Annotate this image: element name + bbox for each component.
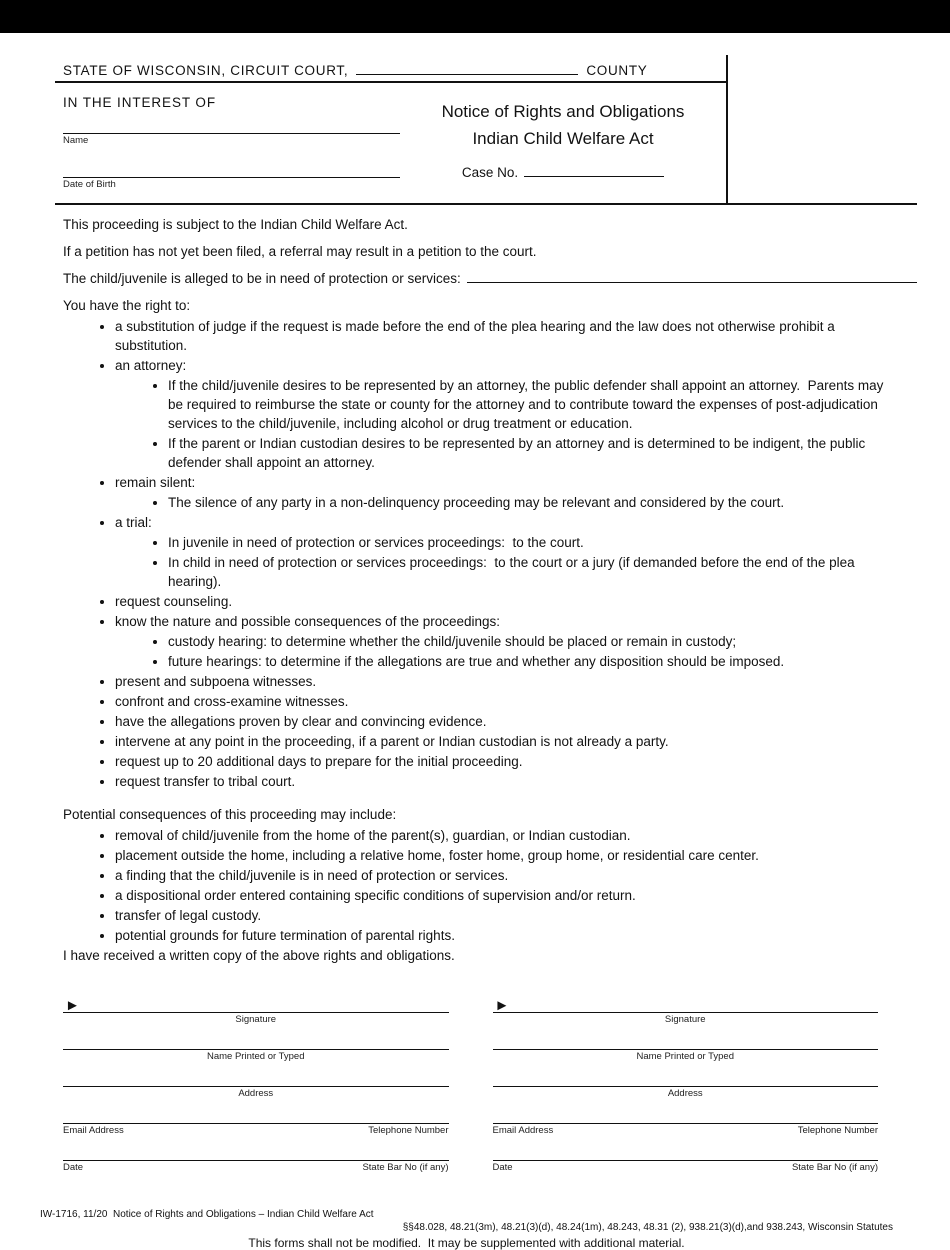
in-the-interest-of-label: IN THE INTEREST OF (63, 95, 216, 110)
consequence-item-text: transfer of legal custody. (115, 908, 262, 923)
consequences-list (63, 826, 917, 945)
right-subitem-text: If the child/juvenile desires to be represented by an attorney, the public defender shall appoint an attorney. Parents may be required to reimburse the state or county for the attorney and to contribute toward the expenses of post-adjudication services to the child/juvenile, including alcohol or drug treatment or education. (168, 378, 888, 431)
list-item (115, 846, 895, 865)
footer-notice: This forms shall not be modified. It may be supplemented with additional material. (248, 1236, 685, 1250)
right-item-text: know the nature and possible consequences of the proceedings: (115, 614, 501, 629)
address-label: Address (238, 1088, 274, 1099)
case-number-row (400, 163, 726, 180)
right-subitem-text: custody hearing: to determine whether the child/juvenile should be placed or remain in custody; (168, 634, 737, 649)
email-phone-labels (493, 1124, 879, 1136)
header-columns (55, 83, 726, 203)
case-no-label: Case No. (461, 165, 519, 180)
list-item (115, 886, 895, 905)
consequence-item-text: removal of child/juvenile from the home of the parent(s), guardian, or Indian custodian. (115, 828, 631, 843)
phone-label: Telephone Number (797, 1125, 878, 1136)
right-item-text: an attorney: (115, 358, 187, 373)
signature-line-field[interactable] (493, 987, 879, 1013)
list-item (168, 434, 895, 472)
right-item-text: remain silent: (115, 475, 196, 490)
consequence-item-text: placement outside the home, including a relative home, foster home, group home, or residential care center. (115, 848, 759, 863)
footer-statutes: §§48.028, 48.21(3m), 48.21(3)(d), 48.24(1m), 48.243, 48.31 (2), 938.21(3)(d),and 938.243, Wisconsin Statutes (402, 1222, 893, 1233)
list-item (115, 356, 895, 472)
consequences-intro: Potential consequences of this proceeding may include: (63, 807, 397, 822)
footer-form-id: IW-1716, 11/20 Notice of Rights and Obligations – Indian Child Welfare Act (40, 1209, 374, 1220)
phone-label: Telephone Number (368, 1125, 449, 1136)
rights-list (63, 317, 917, 791)
signature-arrow-icon: ► (494, 997, 510, 1014)
list-item (168, 533, 895, 552)
date-label: Date (492, 1162, 513, 1173)
list-item (115, 866, 895, 885)
date-label: Date (63, 1162, 84, 1173)
services-alleged-label: The child/juvenile is alleged to be in need of protection or services: (63, 271, 461, 286)
right-item-text: a trial: (115, 515, 152, 530)
form-body (63, 215, 917, 965)
title-column (400, 83, 726, 203)
signature-column-right (493, 987, 879, 1173)
form-title-line2: Indian Child Welfare Act (472, 129, 654, 148)
email-label: Email Address (492, 1125, 554, 1136)
intro-paragraph-3 (63, 269, 917, 288)
list-item (115, 592, 895, 611)
list-item (115, 826, 895, 845)
form-footer (40, 1209, 893, 1250)
list-item (115, 926, 895, 945)
header-empty-area (728, 55, 917, 203)
county-label: COUNTY (586, 63, 648, 78)
signature-column-left (63, 987, 449, 1173)
list-item (168, 493, 895, 512)
list-item (168, 376, 895, 433)
name-printed-label: Name Printed or Typed (206, 1051, 305, 1062)
consequence-item-text: a dispositional order entered containing specific conditions of supervision and/or return. (115, 888, 636, 903)
acknowledgment-line: I have received a written copy of the above rights and obligations. (63, 948, 455, 963)
date-bar-labels (493, 1161, 879, 1173)
right-item-text: request transfer to tribal court. (115, 774, 296, 789)
signature-line-field[interactable] (63, 987, 449, 1013)
county-blank-field[interactable] (356, 61, 578, 75)
right-subitem-text: In child in need of protection or services proceedings: to the court or a jury (if demanded before the end of the plea hearing). (168, 555, 859, 589)
list-item (115, 513, 895, 591)
right-subitem-text: The silence of any party in a non-delinquency proceeding may be relevant and considered by the court. (168, 495, 785, 510)
top-black-bar (0, 0, 950, 33)
interest-column (55, 83, 400, 203)
signature-arrow-icon: ► (65, 997, 80, 1014)
address-label: Address (667, 1088, 703, 1099)
name-printed-label: Name Printed or Typed (636, 1051, 734, 1062)
case-no-blank-field[interactable] (524, 163, 664, 177)
name-label: Name (63, 135, 89, 146)
signature-section (63, 987, 878, 1173)
email-label: Email Address (63, 1125, 124, 1136)
right-item-text: intervene at any point in the proceeding, if a parent or Indian custodian is not already a party. (115, 734, 669, 749)
list-item (115, 317, 895, 355)
right-subitem-text: If the parent or Indian custodian desires to be represented by an attorney and is determined to be indigent, the public defender shall appoint an attorney. (168, 436, 869, 470)
date-bar-labels (63, 1161, 449, 1173)
list-item (168, 652, 895, 671)
list-item (115, 752, 895, 771)
right-item-text: have the allegations proven by clear and convincing evidence. (115, 714, 487, 729)
rights-intro: You have the right to: (63, 298, 191, 313)
right-subitem-text: future hearings: to determine if the allegations are true and whether any disposition should be imposed. (168, 654, 785, 669)
court-line-label: STATE OF WISCONSIN, CIRCUIT COURT, (63, 63, 349, 78)
consequence-item-text: potential grounds for future termination of parental rights. (115, 928, 455, 943)
right-item-text: a substitution of judge if the request is made before the end of the plea hearing and the law does not otherwise prohibit a substitution. (115, 319, 839, 353)
list-item (115, 612, 895, 671)
rights-sublist (115, 493, 895, 512)
form-header-left (55, 55, 728, 203)
rights-sublist (115, 376, 895, 472)
court-caption-row (55, 55, 726, 83)
intro-paragraph-2: If a petition has not yet been filed, a referral may result in a petition to the court. (63, 244, 537, 259)
right-item-text: request up to 20 additional days to prepare for the initial proceeding. (115, 754, 523, 769)
bar-no-label: State Bar No (if any) (362, 1162, 449, 1173)
list-item (115, 772, 895, 791)
list-item (115, 732, 895, 751)
list-item (115, 906, 895, 925)
dob-label: Date of Birth (63, 179, 116, 190)
right-item-text: request counseling. (115, 594, 233, 609)
bar-no-label: State Bar No (if any) (791, 1162, 878, 1173)
list-item (168, 553, 895, 591)
consequence-item-text: a finding that the child/juvenile is in need of protection or services. (115, 868, 509, 883)
list-item (115, 692, 895, 711)
rights-sublist (115, 632, 895, 671)
email-phone-labels (63, 1124, 449, 1136)
right-subitem-text: In juvenile in need of protection or services proceedings: to the court. (168, 535, 584, 550)
list-item (115, 712, 895, 731)
list-item (115, 672, 895, 691)
rights-sublist (115, 533, 895, 591)
signature-label: Signature (235, 1014, 277, 1025)
form-title-line1: Notice of Rights and Obligations (441, 102, 685, 121)
form-header (55, 55, 917, 205)
intro-paragraph-1: This proceeding is subject to the Indian Child Welfare Act. (63, 217, 408, 232)
right-item-text: present and subpoena witnesses. (115, 674, 317, 689)
signature-label: Signature (664, 1014, 706, 1025)
list-item (115, 473, 895, 512)
list-item (168, 632, 895, 651)
services-blank-field[interactable] (467, 269, 917, 283)
right-item-text: confront and cross-examine witnesses. (115, 694, 349, 709)
